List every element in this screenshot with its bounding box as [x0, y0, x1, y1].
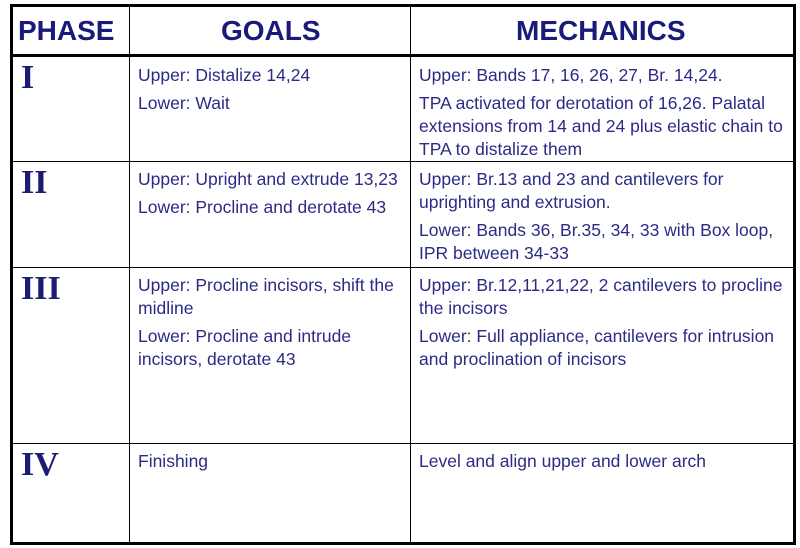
mechanics-cell: [411, 57, 793, 161]
header-goals: GOALS: [221, 15, 321, 46]
table-row: [13, 57, 793, 161]
header-row: [13, 7, 793, 54]
mechanics-text: Upper: Br.12,11,21,22, 2 cantilevers to procline the incisors: [419, 275, 783, 318]
phase-cell: [13, 57, 129, 161]
table-row: [13, 444, 793, 542]
goal-text: Lower: Wait: [138, 93, 230, 113]
goal-text: Upper: Distalize 14,24: [138, 65, 311, 85]
mechanics-text: Lower: Full appliance, cantilevers for intrusion and proclination of incisors: [419, 326, 775, 369]
mechanics-cell: [411, 162, 793, 267]
mechanics-cell: [411, 444, 793, 542]
header-phase: PHASE: [18, 15, 115, 46]
header-cell-goals: [130, 7, 410, 54]
header-cell-mechanics: [411, 7, 793, 54]
mechanics-text: TPA activated for derotation of 16,26. Palatal extensions from 14 and 24 plus elastic chain to TPA to distalize them: [419, 93, 783, 159]
mechanics-text: Upper: Br.13 and 23 and cantilevers for uprighting and extrusion.: [419, 169, 724, 212]
mechanics-cell: [411, 268, 793, 443]
goals-cell: [130, 268, 410, 443]
phase-cell: [13, 268, 129, 443]
mechanics-text: Lower: Bands 36, Br.35, 34, 33 with Box loop, IPR between 34-33: [419, 220, 774, 263]
phase-table: [10, 4, 796, 545]
header-cell-phase: [13, 7, 129, 54]
phase-label: III: [21, 270, 61, 307]
phase-label: IV: [21, 446, 59, 483]
phase-cell: [13, 444, 129, 542]
goal-text: Lower: Procline and intrude incisors, derotate 43: [138, 326, 352, 369]
goals-cell: [130, 162, 410, 267]
table-row: [13, 162, 793, 267]
goal-text: Lower: Procline and derotate 43: [138, 197, 387, 217]
table-row: [13, 268, 793, 443]
phase-cell: [13, 162, 129, 267]
phase-label: I: [21, 59, 35, 96]
mechanics-text: Level and align upper and lower arch: [419, 451, 706, 471]
goal-text: Finishing: [138, 451, 209, 471]
mechanics-text: Upper: Bands 17, 16, 26, 27, Br. 14,24.: [419, 65, 723, 85]
goals-cell: [130, 57, 410, 161]
goal-text: Upper: Procline incisors, shift the midline: [138, 275, 394, 318]
goal-text: Upper: Upright and extrude 13,23: [138, 169, 398, 189]
header-mechanics: MECHANICS: [516, 15, 686, 46]
phase-label: II: [21, 164, 48, 201]
goals-cell: [130, 444, 410, 542]
